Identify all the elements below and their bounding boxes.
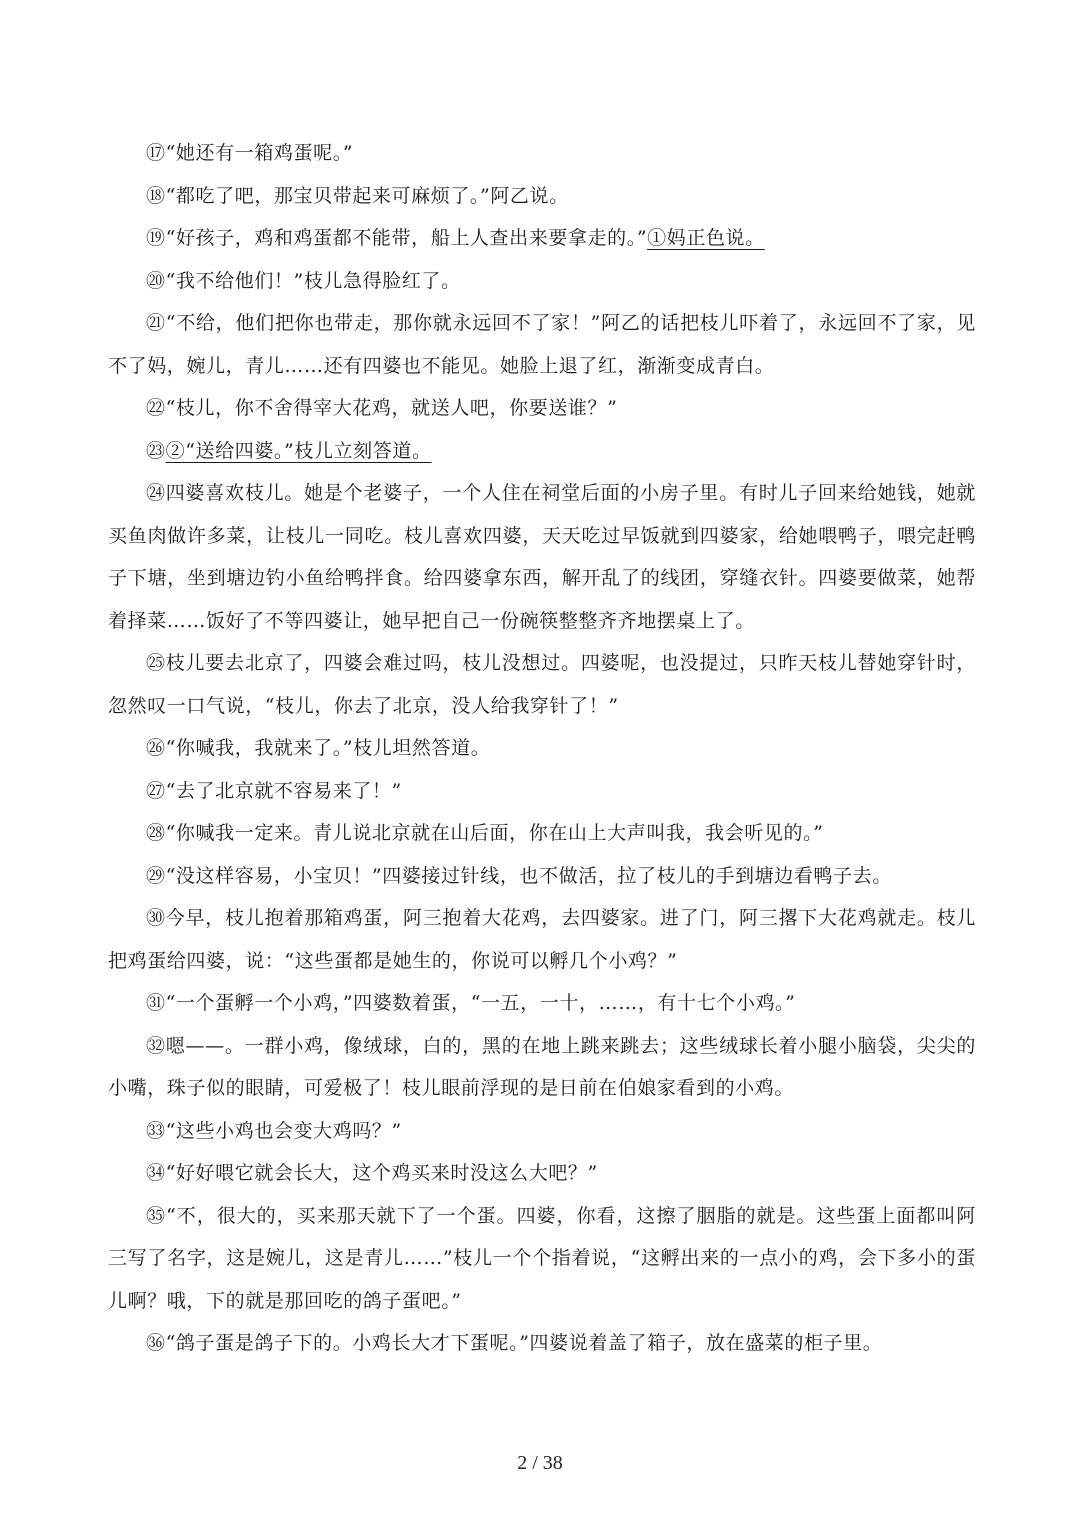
paragraph-34 [108,1152,976,1195]
paragraph-text: “不给，他们把你也带走，那你就永远回不了家！”阿乙的话把枝儿吓着了，永远回不了家，见不了妈，婉儿，青儿……还有四婆也不能见。她脸上退了红，渐渐变成青白。 [108,312,976,377]
paragraph-22 [108,387,976,430]
paragraph-text: 嗯——。一群小鸡，像绒球，白的，黑的在地上跳来跳去；这些绒球长着小腿小脑袋，尖尖的小嘴，珠子似的眼睛，可爱极了！枝儿眼前浮现的是日前在伯娘家看到的小鸡。 [108,1034,976,1099]
paragraph-text: “她还有一箱鸡蛋呢。” [165,142,354,164]
paragraph-text: “一个蛋孵一个小鸡，”四婆数着蛋，“一五，一十，……，有十七个小鸡。” [165,992,796,1014]
body-text [108,132,976,1365]
annotation-mark-1: ① [647,227,667,249]
paragraph-number: ㊱ [146,1332,166,1354]
paragraph-text: “没这样容易，小宝贝！”四婆接过针线，也不做活，拉了枝儿的手到塘边看鸭子去。 [165,864,892,887]
paragraph-23 [108,430,976,473]
paragraph-text: “我不给他们！”枝儿急得脸红了。 [165,269,461,292]
paragraph-number: ㉓ [146,439,166,462]
paragraph-number: ㉛ [146,992,166,1014]
paragraph-text: “好孩子，鸡和鸡蛋都不能带，船上人查出来要拿走的。” [165,227,648,249]
paragraph-number: ㉚ [146,907,166,929]
paragraph-text: “鸽子蛋是鸽子下的。小鸡长大才下蛋呢。”四婆说着盖了箱子，放在盛菜的柜子里。 [165,1332,883,1354]
paragraph-25 [108,642,976,727]
paragraph-number: ⑳ [146,269,166,292]
paragraph-number: ㉙ [146,864,166,887]
paragraph-35 [108,1195,976,1323]
paragraph-18 [108,175,976,218]
paragraph-text: “去了北京就不容易来了！” [165,779,402,802]
paragraph-17 [108,132,976,175]
paragraph-27 [108,770,976,813]
paragraph-text: “好好喂它就会长大，这个鸡买来时没这么大吧？” [165,1162,598,1184]
paragraph-number: ㉟ [146,1204,166,1227]
paragraph-20 [108,260,976,303]
underlined-text: 妈正色说。 [666,227,765,249]
paragraph-21 [108,302,976,387]
paragraph-text: 枝儿要去北京了，四婆会难过吗，枝儿没想过。四婆呢，也没提过，只昨天枝儿替她穿针时，忽然叹一口气说，“枝儿，你去了北京，没人给我穿针了！” [108,652,976,717]
page-number: 2 / 38 [517,1452,563,1474]
paragraph-33 [108,1110,976,1153]
paragraph-text: “都吃了吧，那宝贝带起来可麻烦了。”阿乙说。 [165,184,569,207]
underlined-sentence-1 [647,227,765,249]
paragraph-text: “枝儿，你不舍得宰大花鸡，就送人吧，你要送谁？” [165,397,618,419]
paragraph-19 [108,217,976,260]
paragraph-32 [108,1025,976,1110]
paragraph-29 [108,855,976,898]
paragraph-text: 四婆喜欢枝儿。她是个老婆子，一个人住在祠堂后面的小房子里。有时儿子回来给她钱，她就买鱼肉做许多菜，让枝儿一同吃。枝儿喜欢四婆，天天吃过早饭就到四婆家，给她喂鸭子，喂完赶鸭子下塘，坐到塘边钓小鱼给鸭拌食。给四婆拿东西，解开乱了的线团，穿缝衣针。四婆要做菜，她帮着择菜……饭好了不等四婆让，她早把自己一份碗筷整整齐齐地摆桌上了。 [108,482,976,632]
paragraph-number: ⑲ [146,227,166,249]
paragraph-number: ㉞ [146,1162,166,1184]
annotation-mark-2: ② [165,439,186,462]
paragraph-number: ⑱ [146,184,166,207]
underlined-text: “送给四婆。”枝儿立刻答道。 [185,439,432,462]
paragraph-number: ⑰ [146,142,166,164]
paragraph-28 [108,812,976,855]
paragraph-number: ㉕ [146,652,166,674]
paragraph-number: ㉜ [146,1034,166,1057]
underlined-sentence-2 [166,440,432,462]
paragraph-text: “这些小鸡也会变大鸡吗？” [165,1119,402,1142]
paragraph-text: “你喊我，我就来了。”枝儿坦然答道。 [165,737,491,759]
paragraph-number: ㉒ [146,397,166,419]
paragraph-text: “你喊我一定来。青儿说北京就在山后面，你在山上大声叫我，我会听见的。” [165,822,824,844]
paragraph-30 [108,897,976,982]
paragraph-number: ㉗ [146,779,166,802]
paragraph-24 [108,472,976,642]
paragraph-number: ㉔ [146,482,166,504]
paragraph-number: ㉑ [146,312,166,334]
paragraph-text: “不，很大的，买来那天就下了一个蛋。四婆，你看，这擦了胭脂的就是。这些蛋上面都叫阿三写了名字，这是婉儿，这是青儿……”枝儿一个个指着说，“这孵出来的一点小的鸡，会下多小的蛋儿啊？哦，下的就是那回吃的鸽子蛋吧。” [108,1204,976,1312]
paragraph-number: ㉘ [146,822,166,844]
paragraph-26 [108,727,976,770]
paragraph-number: ㉝ [146,1119,166,1142]
paragraph-text: 今早，枝儿抱着那箱鸡蛋，阿三抱着大花鸡，去四婆家。进了门，阿三撂下大花鸡就走。枝儿把鸡蛋给四婆，说：“这些蛋都是她生的，你说可以孵几个小鸡？” [108,907,976,972]
paragraph-31 [108,982,976,1025]
paragraph-number: ㉖ [146,737,166,759]
paragraph-36 [108,1322,976,1365]
